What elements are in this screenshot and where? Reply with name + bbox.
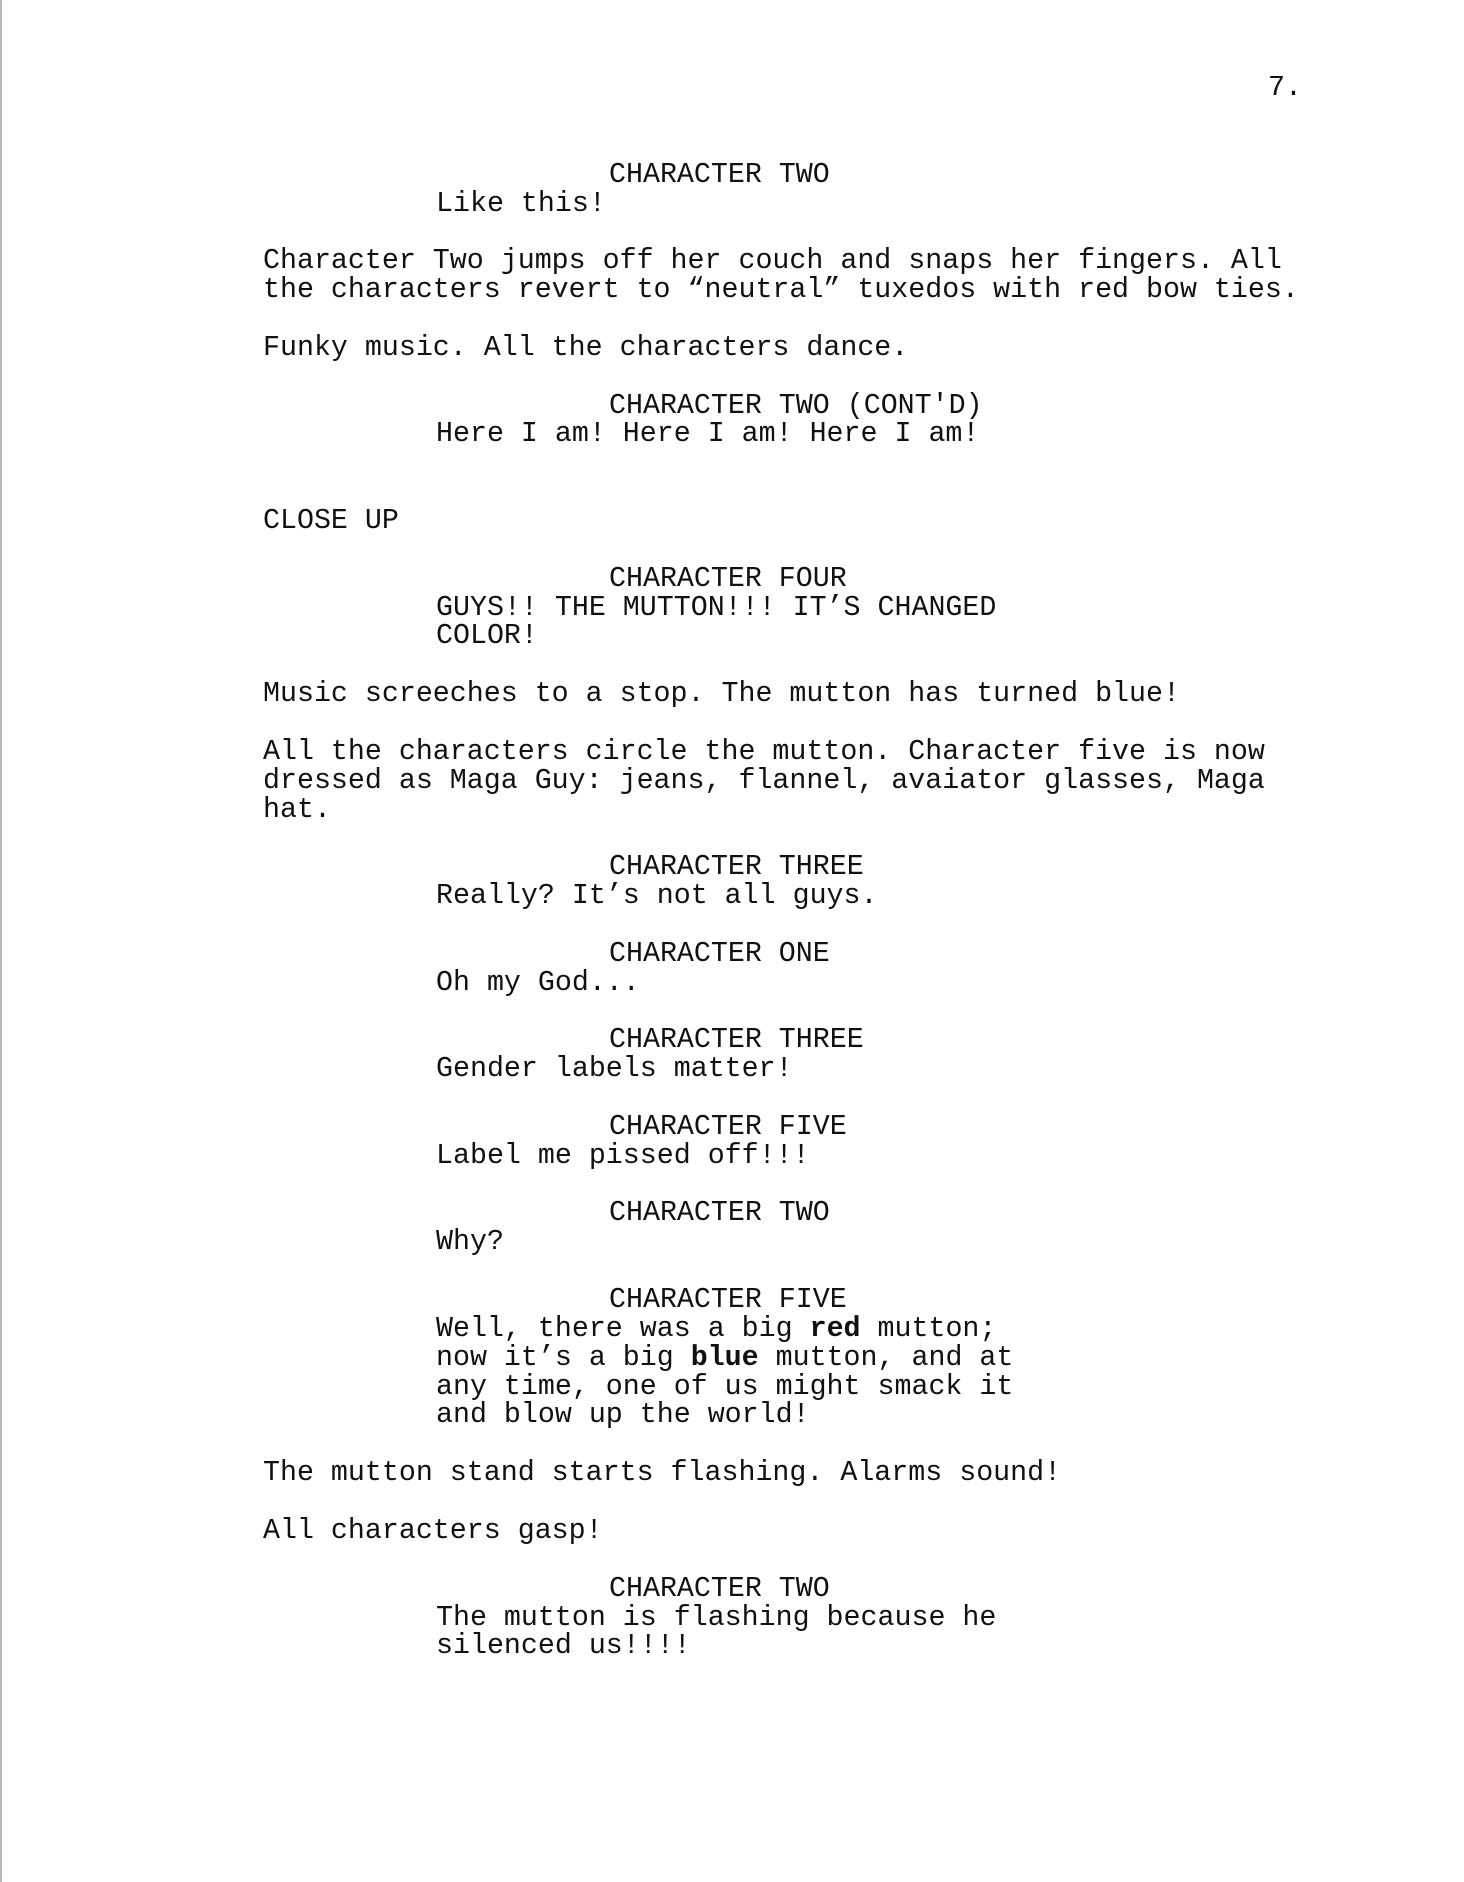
dialogue-line: Really? It’s not all guys. — [436, 880, 878, 912]
action-line: the characters revert to “neutral” tuxedos with red bow ties. — [263, 274, 1299, 306]
dialogue-line: Gender labels matter! — [436, 1053, 793, 1085]
action-line: Character Two jumps off her couch and snaps her fingers. All — [263, 245, 1282, 277]
action-line: Funky music. All the characters dance. — [263, 332, 909, 364]
character-cue: CHARACTER ONE — [609, 938, 830, 970]
shot-heading: CLOSE UP — [263, 505, 399, 537]
emphasis-blue: blue — [690, 1342, 759, 1374]
dialogue-line: Like this! — [436, 188, 606, 220]
action-line: dressed as Maga Guy: jeans, flannel, avaiator glasses, Maga — [263, 765, 1265, 797]
dialogue-line: Here I am! Here I am! Here I am! — [436, 418, 980, 450]
character-cue: CHARACTER THREE — [609, 1024, 864, 1056]
action-line: hat. — [263, 794, 331, 826]
character-cue: CHARACTER FOUR — [609, 563, 847, 595]
dialogue-line: Oh my God... — [436, 967, 640, 999]
character-cue: CHARACTER TWO (CONT'D) — [609, 390, 983, 422]
dialogue-line: and blow up the world! — [436, 1399, 810, 1431]
dialogue-line — [436, 1344, 1013, 1373]
dialogue-line: silenced us!!!! — [436, 1630, 691, 1662]
dialogue-text: Well, there was a big — [436, 1313, 810, 1345]
dialogue-line: The mutton is flashing because he — [436, 1602, 997, 1634]
dialogue-text: mutton; — [860, 1313, 997, 1345]
dialogue-line: COLOR! — [436, 620, 538, 652]
dialogue-text: mutton, and at — [758, 1342, 1014, 1374]
action-line: The mutton stand starts flashing. Alarms sound! — [263, 1457, 1062, 1489]
character-cue: CHARACTER TWO — [609, 159, 830, 191]
page-number: 7. — [1268, 72, 1302, 104]
character-cue: CHARACTER FIVE — [609, 1284, 847, 1316]
dialogue-line: Why? — [436, 1226, 504, 1258]
dialogue-line: Label me pissed off!!! — [436, 1140, 810, 1172]
character-cue: CHARACTER THREE — [609, 851, 864, 883]
action-line: All the characters circle the mutton. Character five is now — [263, 736, 1265, 768]
character-cue: CHARACTER TWO — [609, 1573, 830, 1605]
character-cue: CHARACTER TWO — [609, 1197, 830, 1229]
dialogue-text: now it’s a big — [436, 1342, 691, 1374]
action-line: All characters gasp! — [263, 1515, 603, 1547]
dialogue-line: any time, one of us might smack it — [436, 1371, 1014, 1403]
dialogue-line — [436, 1315, 996, 1344]
emphasis-red: red — [809, 1313, 861, 1345]
dialogue-line: GUYS!! THE MUTTON!!! IT’S CHANGED — [436, 592, 997, 624]
action-line: Music screeches to a stop. The mutton has turned blue! — [263, 678, 1180, 710]
character-cue: CHARACTER FIVE — [609, 1111, 847, 1143]
